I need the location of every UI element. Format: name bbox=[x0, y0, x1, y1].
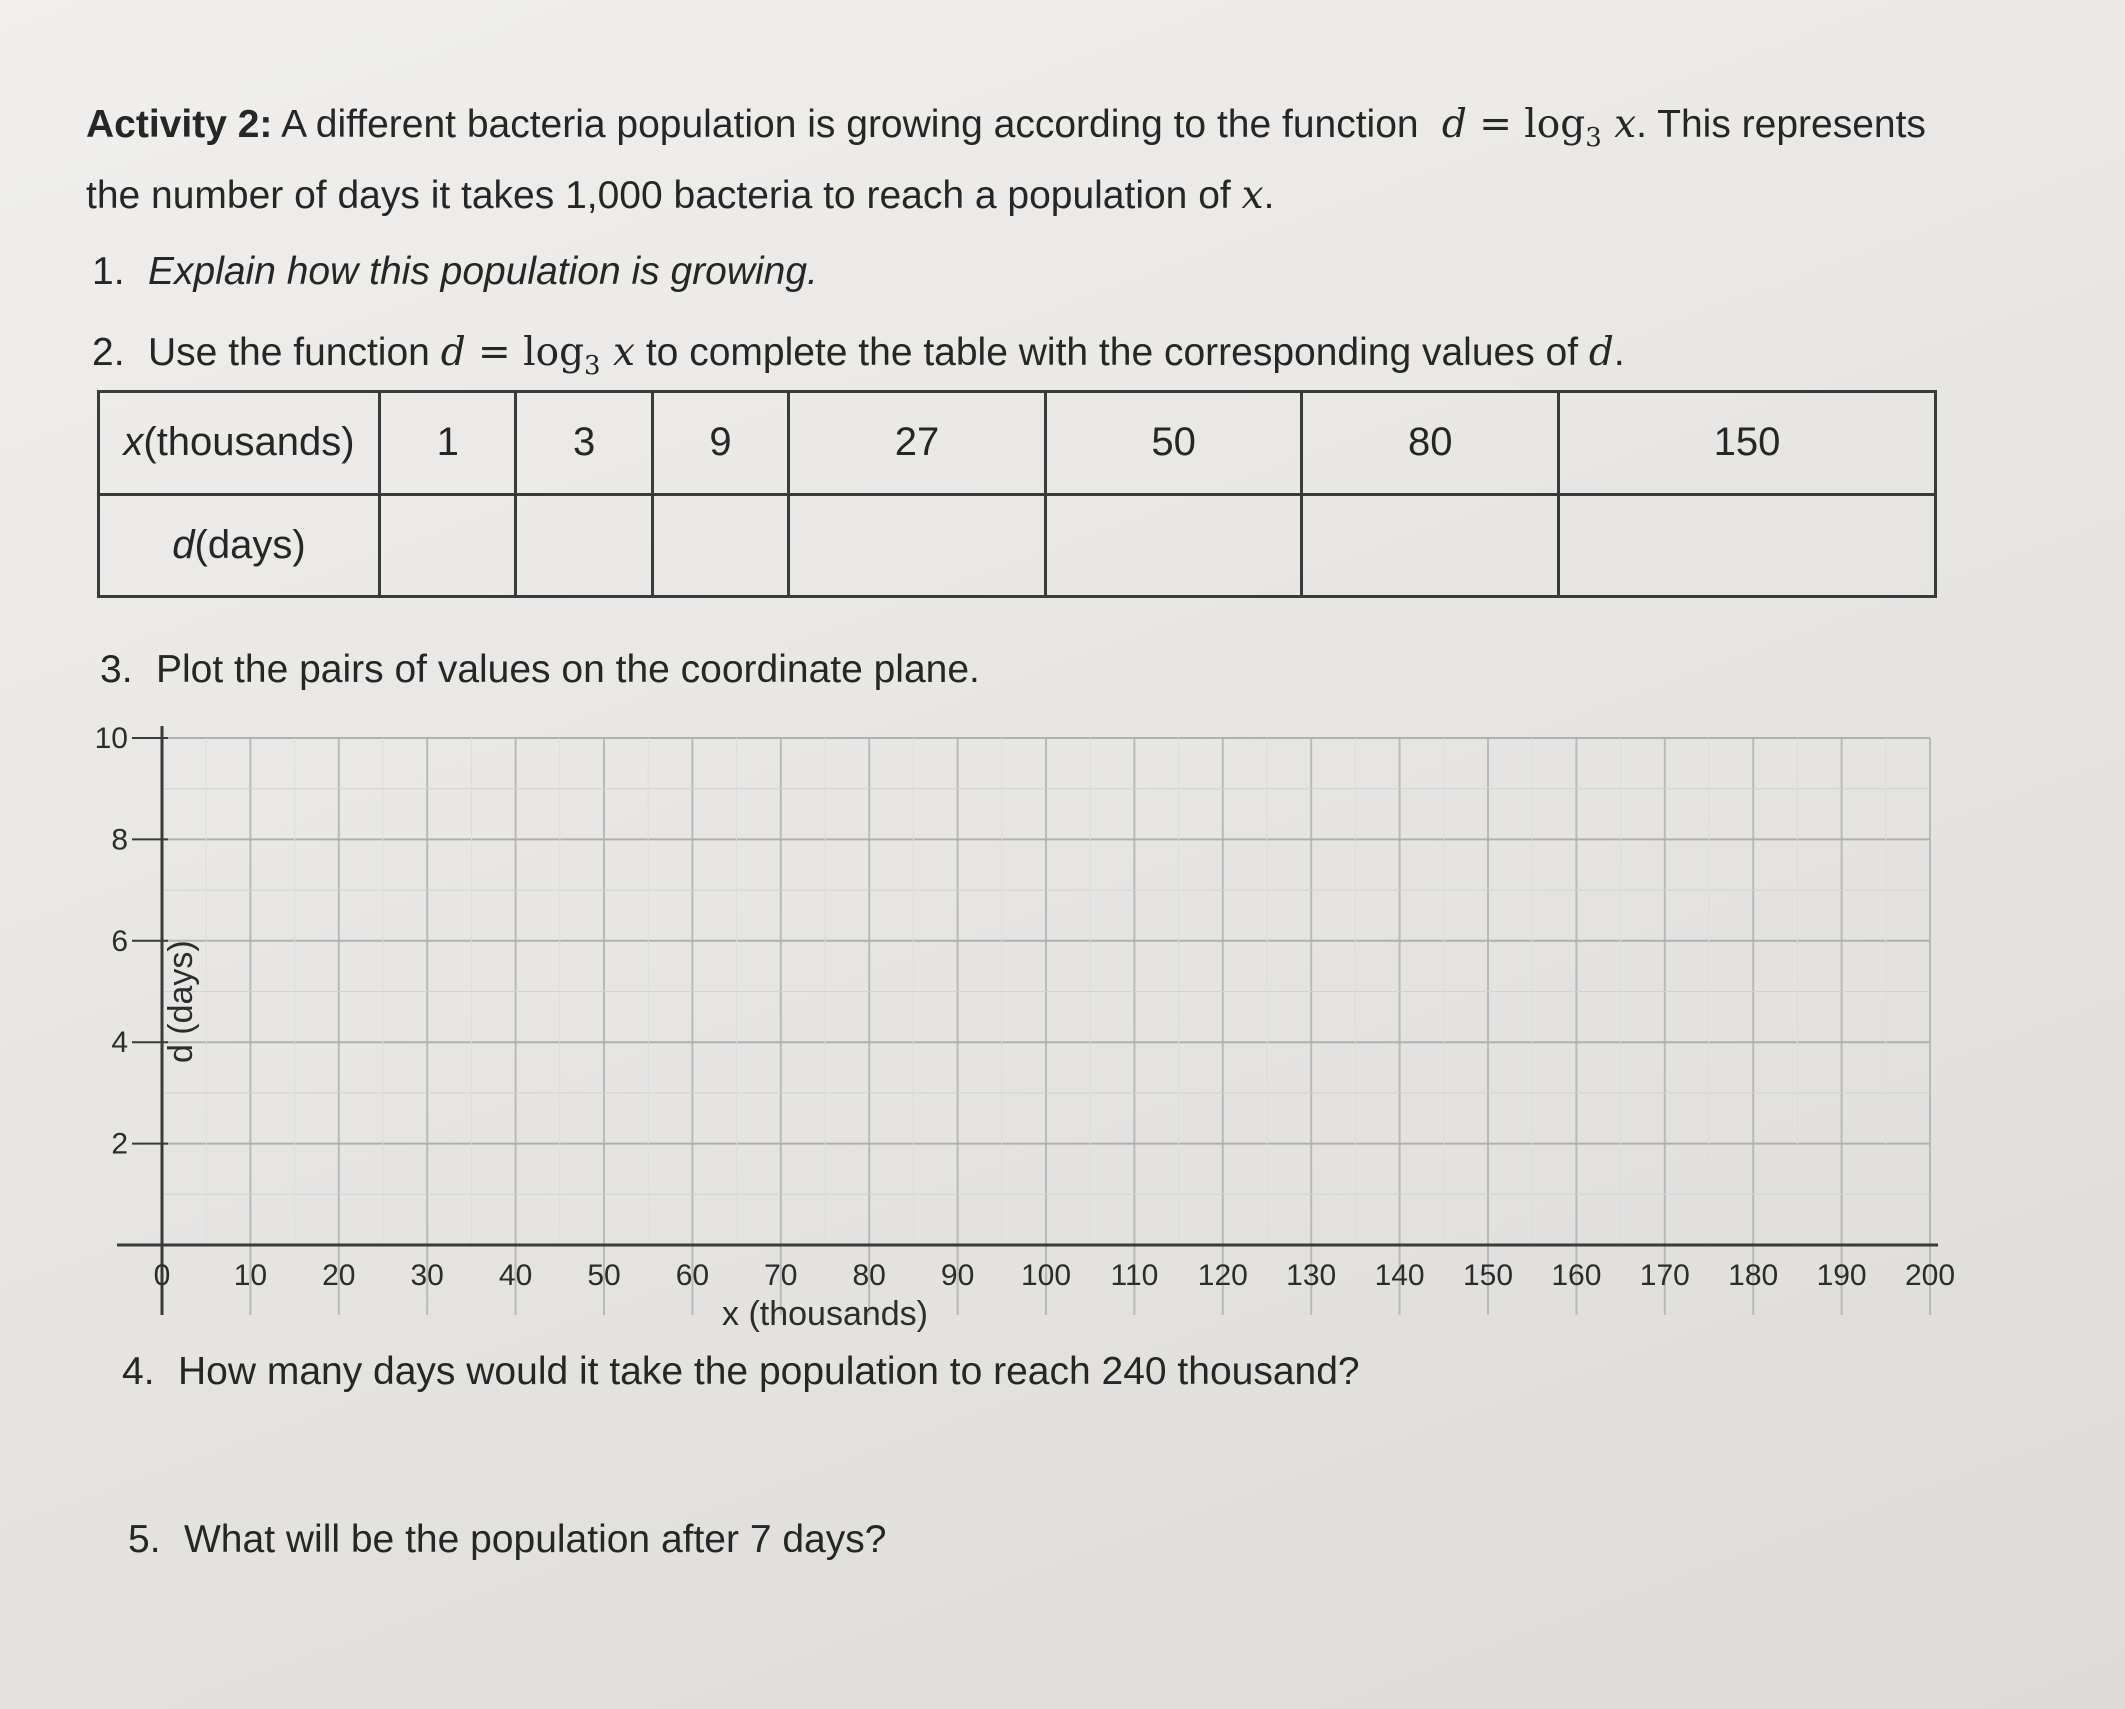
question-5-number: 5. bbox=[128, 1518, 161, 1561]
header-x-unit: (thousands) bbox=[143, 420, 355, 465]
table-cell-x: 9 bbox=[652, 392, 788, 495]
question-5 bbox=[128, 1518, 886, 1562]
y-axis-title: d (days) bbox=[162, 940, 200, 1064]
intro-text-part2: . This represents the number of days it takes 1,000 bacteria to reach a population of bbox=[86, 103, 1926, 217]
x-axis-title: x (thousands) bbox=[722, 1295, 928, 1333]
x-tick-label: 100 bbox=[1020, 1259, 1072, 1292]
x-tick-label: 170 bbox=[1639, 1259, 1690, 1292]
question-4-text: How many days would it take the population to reach 240 thousand? bbox=[178, 1350, 1360, 1393]
q2-func-d: d bbox=[440, 330, 466, 375]
table-cell-x: 50 bbox=[1045, 392, 1302, 495]
table-cell-x: 27 bbox=[789, 392, 1046, 495]
intro-var-x: x bbox=[1241, 172, 1264, 218]
question-2-number: 2. bbox=[92, 331, 125, 374]
y-tick-label: 4 bbox=[111, 1026, 128, 1060]
y-tick-label: 8 bbox=[111, 823, 128, 857]
q2-func-x: x bbox=[613, 330, 635, 375]
q2-func-eq: = log bbox=[465, 330, 585, 375]
table-cell-x: 3 bbox=[516, 392, 652, 495]
x-tick-label: 130 bbox=[1286, 1259, 1337, 1292]
x-tick-label: 80 bbox=[852, 1259, 886, 1292]
function-x: x bbox=[1614, 102, 1637, 147]
table-cell-x: 150 bbox=[1559, 392, 1936, 495]
x-tick-label: 140 bbox=[1374, 1259, 1425, 1292]
x-tick-label: 190 bbox=[1816, 1259, 1867, 1292]
function-d: d bbox=[1441, 102, 1467, 147]
x-tick-label: 0 bbox=[153, 1259, 171, 1292]
question-3-number: 3. bbox=[100, 648, 133, 691]
x-tick-label: 120 bbox=[1197, 1259, 1248, 1292]
intro-text-part1: A different bacteria population is growing according to the function bbox=[281, 103, 1419, 146]
x-tick-label: 20 bbox=[322, 1259, 356, 1292]
x-tick-label: 30 bbox=[410, 1259, 444, 1292]
tick-labels bbox=[95, 722, 1955, 1292]
header-d-var: d bbox=[172, 522, 195, 567]
x-tick-label: 150 bbox=[1462, 1259, 1514, 1292]
x-tick-label: 200 bbox=[1904, 1259, 1956, 1292]
question-5-text: What will be the population after 7 days? bbox=[184, 1518, 887, 1561]
question-4 bbox=[122, 1350, 1360, 1394]
x-tick-label: 60 bbox=[675, 1259, 710, 1292]
x-tick-label: 180 bbox=[1728, 1259, 1779, 1292]
function-eq: = log bbox=[1466, 102, 1586, 147]
x-tick-label: 40 bbox=[498, 1259, 533, 1292]
function-base: 3 bbox=[1585, 122, 1602, 153]
header-d-unit: (days) bbox=[194, 522, 306, 567]
question-1-text: Explain how this population is growing. bbox=[148, 250, 818, 293]
intro-text-end: . bbox=[1263, 173, 1275, 217]
grid-lines bbox=[162, 738, 1930, 1315]
table-cell-x: 80 bbox=[1302, 392, 1559, 495]
header-x-var: x bbox=[123, 420, 144, 465]
q2-func-base: 3 bbox=[584, 350, 601, 381]
table-cell-x: 1 bbox=[380, 392, 516, 495]
y-tick-label: 2 bbox=[111, 1127, 128, 1161]
question-2-text-a: Use the function bbox=[148, 331, 430, 374]
question-2-end: . bbox=[1613, 331, 1625, 374]
y-tick-label: 10 bbox=[94, 722, 128, 755]
x-tick-label: 110 bbox=[1110, 1259, 1159, 1292]
x-tick-label: 70 bbox=[764, 1259, 798, 1292]
x-tick-label: 160 bbox=[1551, 1259, 1602, 1292]
x-tick-label: 90 bbox=[940, 1259, 975, 1292]
question-1-number: 1. bbox=[92, 250, 125, 293]
question-2-text-b: to complete the table with the corresponding values of bbox=[645, 331, 1579, 374]
x-tick-label: 50 bbox=[587, 1259, 621, 1292]
x-tick-label: 10 bbox=[233, 1259, 268, 1292]
question-4-number: 4. bbox=[122, 1350, 155, 1393]
question-2-var-d: d bbox=[1588, 330, 1614, 375]
question-3-text: Plot the pairs of values on the coordinate plane. bbox=[156, 648, 980, 691]
activity-label: Activity 2: bbox=[86, 103, 273, 146]
y-tick-label: 6 bbox=[111, 924, 128, 958]
